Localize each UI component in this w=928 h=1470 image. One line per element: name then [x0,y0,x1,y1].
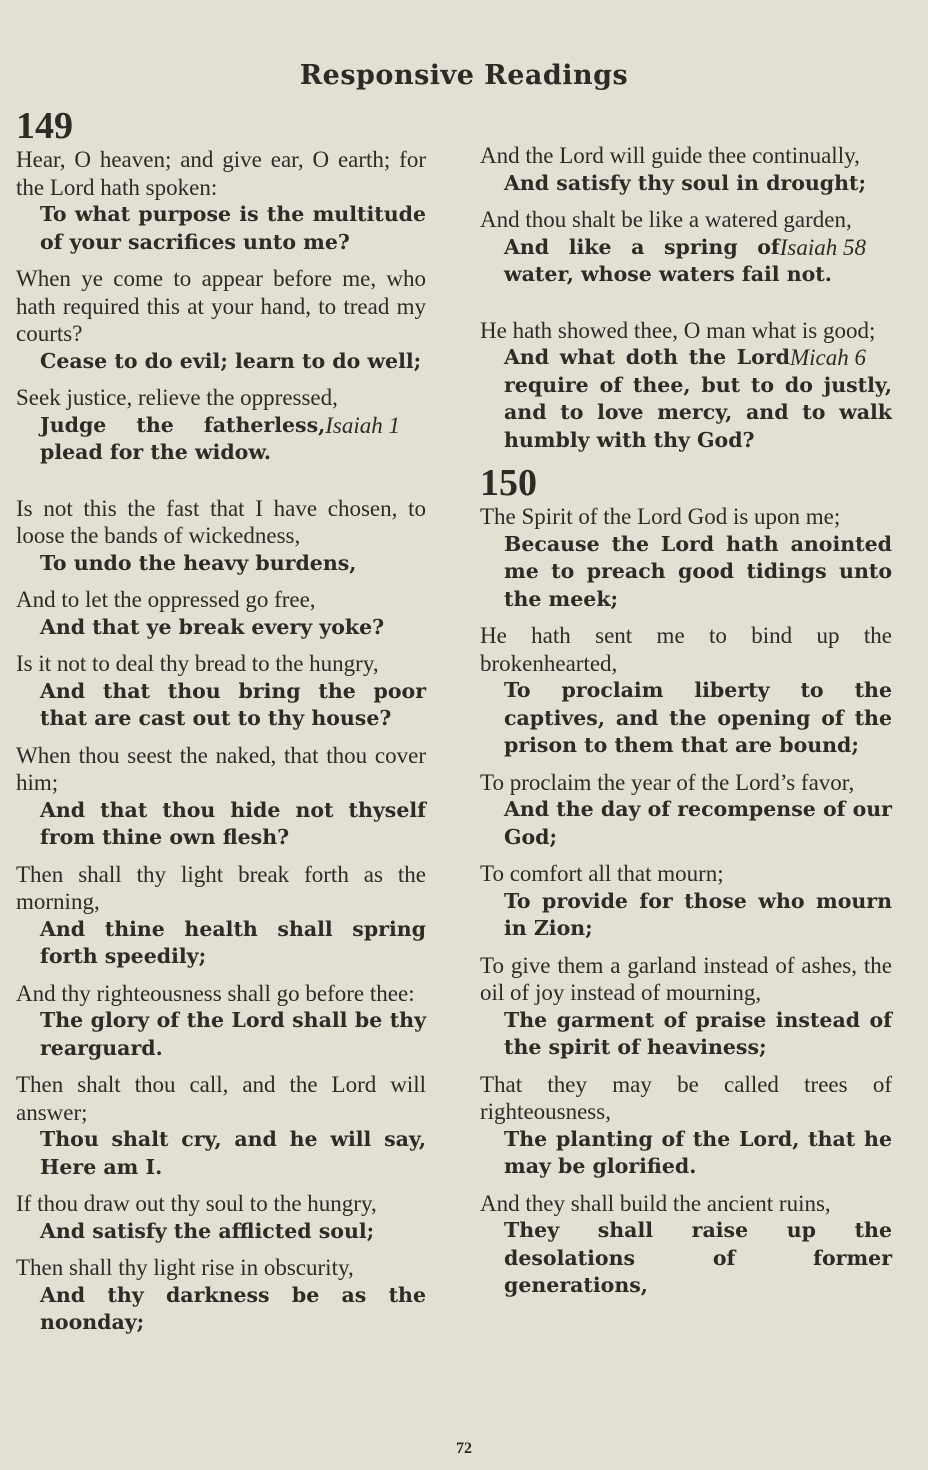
leader-text: And thy righteousness shall go before thee: [16,980,415,1006]
leader-text: Seek justice, relieve the oppressed, [16,385,338,410]
verse [480,769,892,852]
response-text: They shall raise up the desolations of former generations, [504,1218,892,1297]
verse [480,952,892,1062]
leader-text: He hath sent me to bind up the brokenhearted, [480,623,892,676]
leader-text: That they may be called trees of righteousness, [480,1071,892,1124]
verse [480,622,892,760]
verse [480,317,892,455]
response-text: To provide for those who mourn in Zion; [504,888,892,940]
verse [16,1190,426,1245]
verse [16,1254,426,1337]
verse [16,1071,426,1181]
response-text: And that thou bring the poor that are cast out to thy house? [40,678,426,730]
response-text: And thine health shall spring forth speedily; [40,916,426,968]
citation: Isaiah 58 [779,234,866,260]
leader-text: Then shall thy light break forth as the morning, [16,861,426,914]
leader-text: And to let the oppressed go free, [16,587,316,612]
response-body: And what doth the Lord require of thee, but to do justly, and to love mercy, and to walk humbly with thy God? [504,345,892,452]
response-text: And that ye break every yoke? [40,614,385,639]
verse [480,1071,892,1181]
leader-text: To give them a garland instead of ashes, the oil of joy instead of mourning, [480,952,892,1005]
citation: Micah 6 [789,345,866,370]
leader-text: Then shall thy light rise in obscurity, [16,1255,354,1280]
response-body: And like a spring of water, whose waters fail not. [504,234,832,286]
response-text: Because the Lord hath anointed me to preach good tidings unto the meek; [504,531,892,611]
leader-text: If thou draw out thy soul to the hungry, [16,1191,377,1216]
response-text: And satisfy thy soul in drought; [504,170,867,195]
verse [16,265,426,375]
verse [480,860,892,943]
response-text: To proclaim liberty to the captives, and the opening of the prison to them that are bound; [504,678,892,757]
response-text: The planting of the Lord, that he may be glorified. [504,1126,892,1178]
verse [16,495,426,578]
response-text [480,344,892,454]
response-text: And satisfy the afflicted soul; [40,1218,375,1243]
leader-text: To proclaim the year of the Lord’s favor, [480,769,855,795]
verse [480,1190,892,1300]
verse [16,384,426,467]
verse [16,650,426,733]
response-text: Thou shalt cry, and he will say, Here am I. [40,1127,426,1179]
response-text: Cease to do evil; learn to do well; [40,348,422,373]
response-text: And thy darkness be as the noonday; [40,1282,426,1334]
leader-text: And thou shalt be like a watered garden, [480,207,852,232]
leader-text: He hath showed thee, O man what is good; [480,317,876,343]
response-text: The garment of praise instead of the spirit of heaviness; [504,1007,892,1059]
left-column [16,100,426,1346]
response-text [16,412,426,467]
leader-text: When ye come to appear before me, who hath required this at your hand, to tread my courts? [16,266,426,346]
response-text: And the day of recompense of our God; [504,797,892,849]
leader-text: Then shalt thou call, and the Lord will answer; [16,1072,426,1125]
verse [480,503,892,613]
leader-text: Hear, O heaven; and give ear, O earth; for the Lord hath spoken: [16,147,426,200]
verse [480,142,892,197]
verse [16,146,426,256]
reading-number: 150 [480,462,537,504]
verse [480,206,892,289]
leader-text: To comfort all that mourn; [480,861,724,886]
page-number: 72 [456,1440,472,1457]
verse [16,742,426,852]
page-title: Responsive Readings [299,60,629,91]
leader-text: And they shall build the ancient ruins, [480,1190,831,1216]
response-text: To what purpose is the multitude of your sacrifices unto me? [40,202,426,254]
response-text: And that thou hide not thyself from thine own flesh? [40,797,426,849]
leader-text: Is not this the fast that I have chosen, to loose the bands of wickedness, [16,495,426,548]
citation: Isaiah 1 [325,412,400,438]
verse [16,586,426,641]
response-text [480,234,892,289]
response-body: Judge the fatherless, plead for the widow. [40,412,326,464]
leader-text: And the Lord will guide thee continually, [480,143,860,168]
response-text: The glory of the Lord shall be thy rearguard. [40,1008,426,1060]
leader-text: When thou seest the naked, that thou cover him; [16,742,426,795]
verse [16,861,426,971]
leader-text: The Spirit of the Lord God is upon me; [480,504,841,529]
verse [16,980,426,1063]
leader-text: Is it not to deal thy bread to the hungry, [16,651,379,676]
right-column [480,142,892,1309]
response-text: To undo the heavy burdens, [40,550,357,575]
reading-number: 149 [16,105,73,147]
